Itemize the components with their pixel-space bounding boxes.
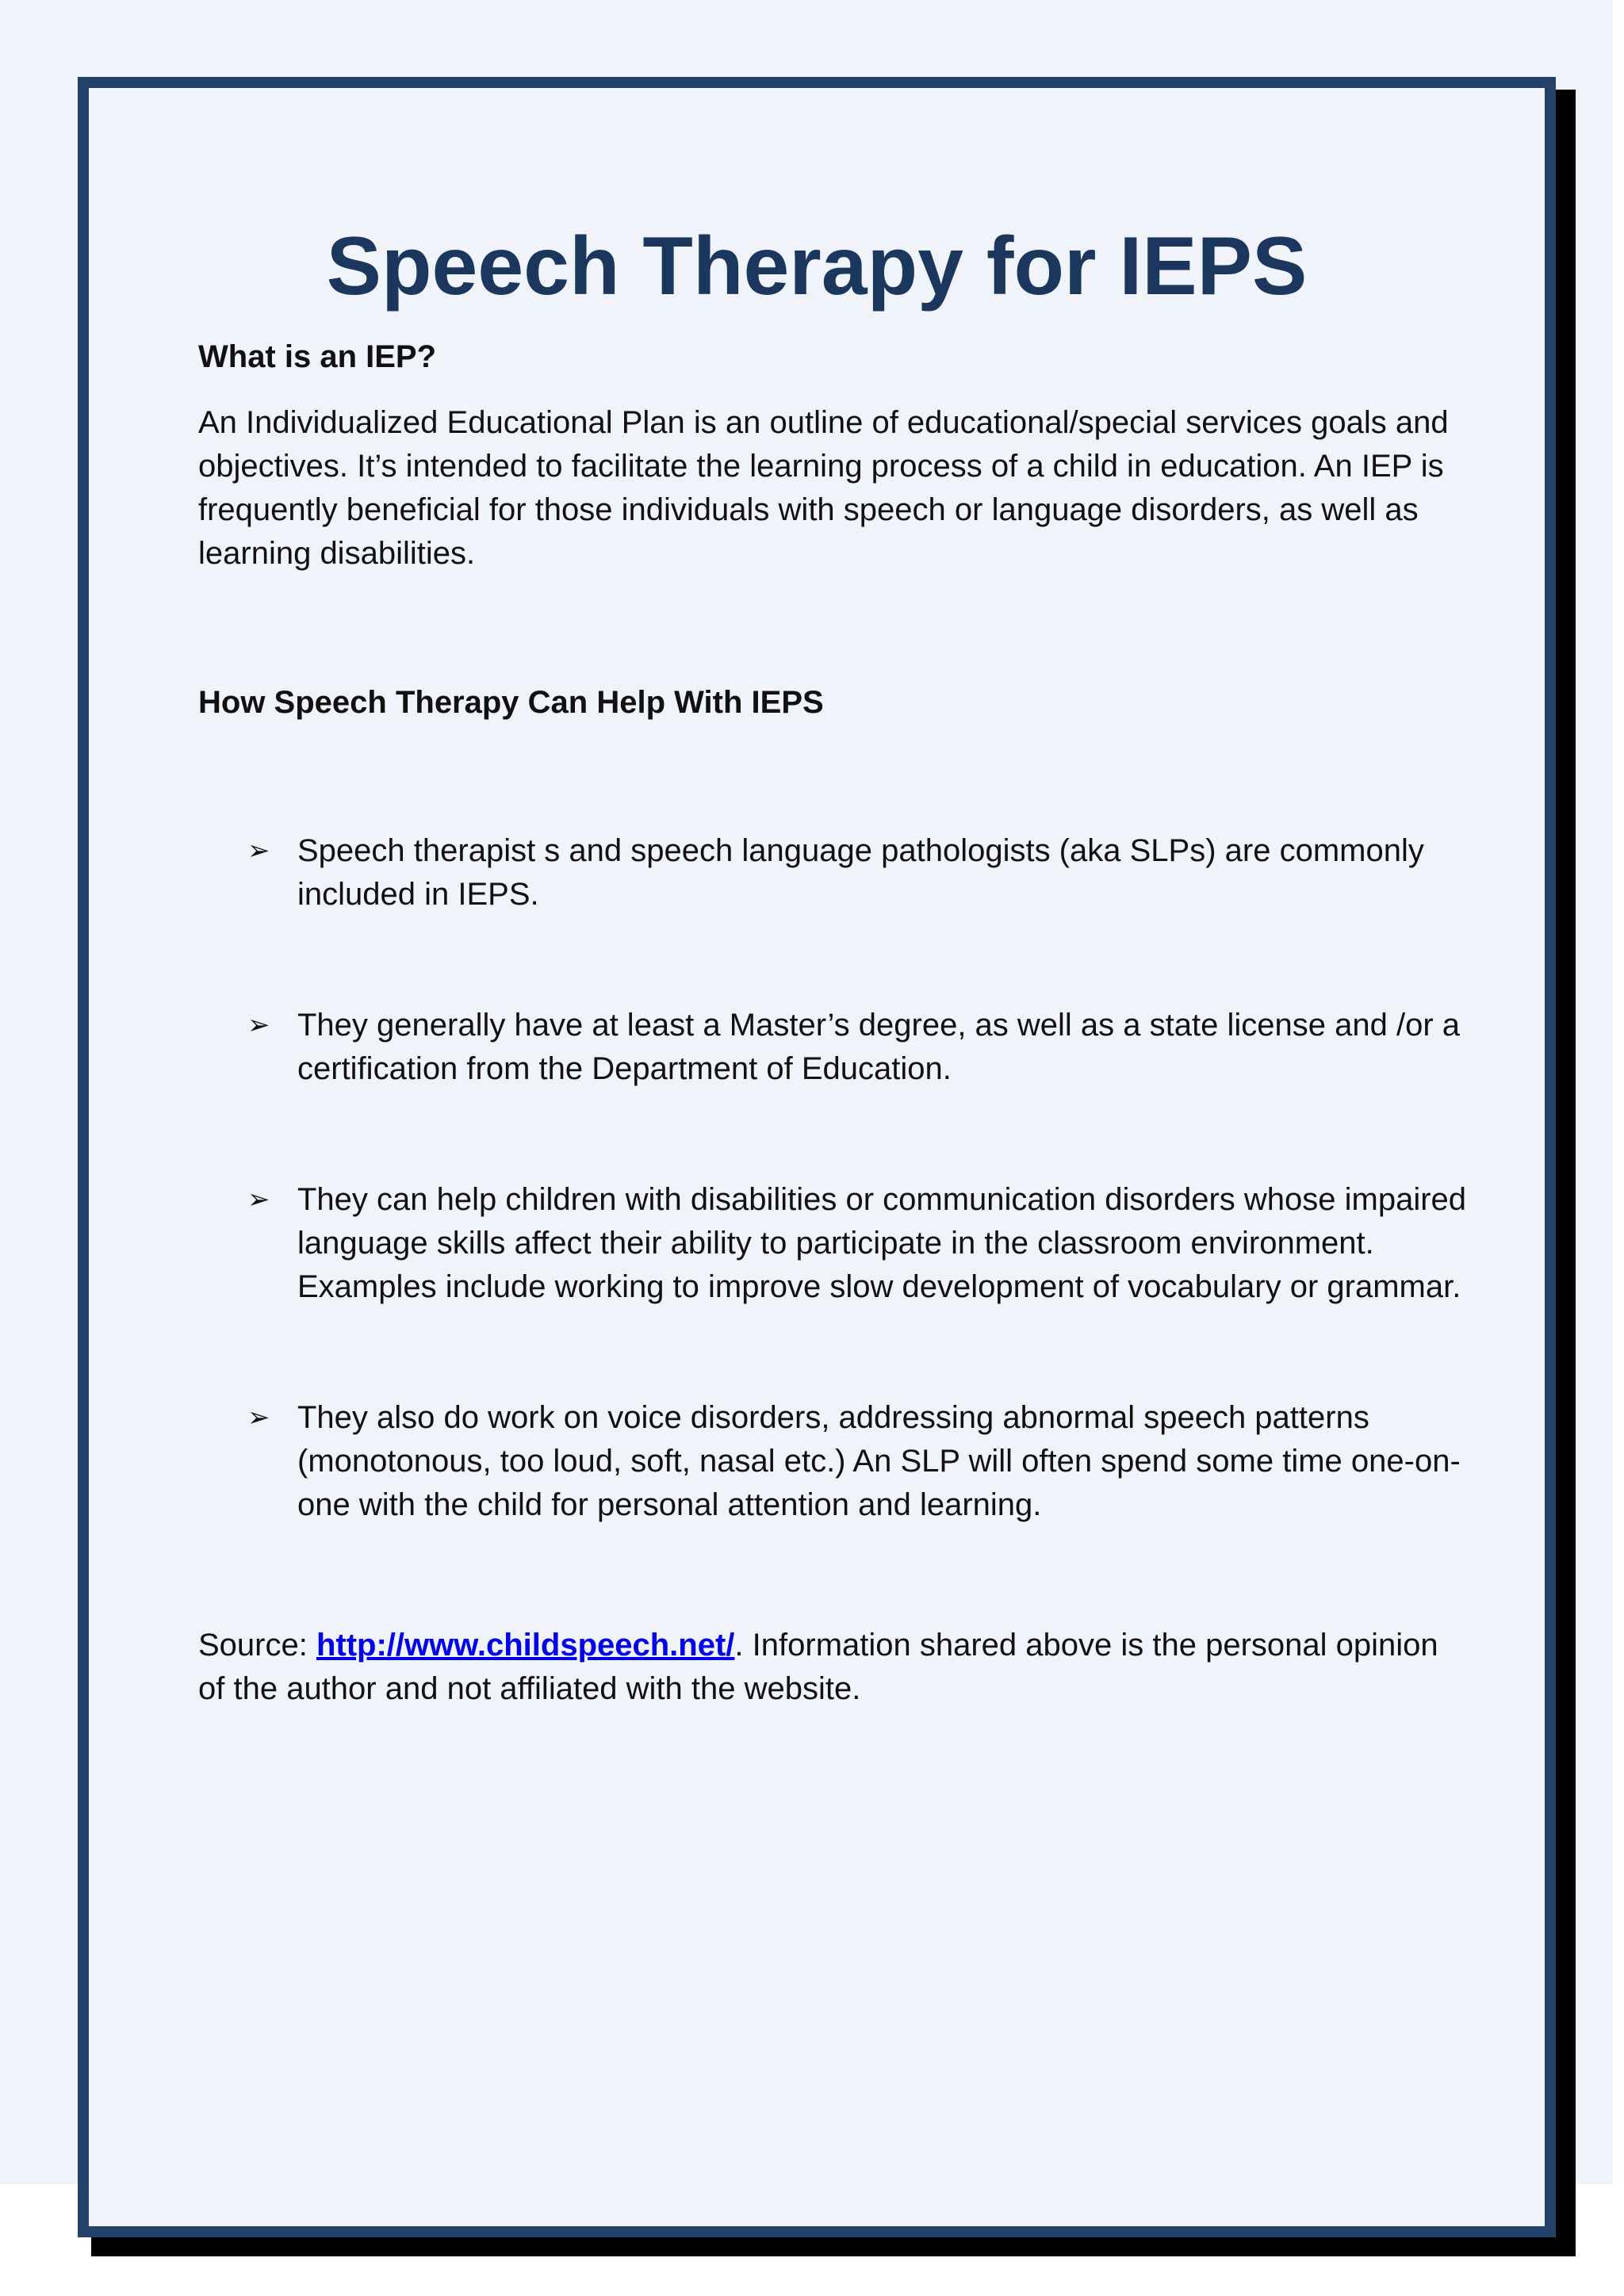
list-item-text: They generally have at least a Master’s degree, as well as a state license and /or a certification from the Department of Education.	[297, 1008, 1460, 1086]
list-item-text: They can help children with disabilities or communication disorders whose impaired language skills affect their ability to participate in the classroom environment. Examples include working to improve slow development of vocabulary or grammar.	[297, 1182, 1467, 1304]
page-title: Speech Therapy for IEPS	[326, 220, 1308, 312]
list-item	[198, 1004, 1467, 1091]
list-item	[198, 829, 1467, 916]
arrowhead-bullet-icon: ➢	[247, 1009, 270, 1041]
list-item-text: Speech therapist s and speech language pathologists (aka SLPs) are commonly included in IEPS.	[297, 833, 1424, 912]
arrowhead-bullet-icon: ➢	[247, 1402, 270, 1433]
list-item	[198, 1178, 1467, 1309]
section-heading-how-speech-therapy-helps: How Speech Therapy Can Help With IEPS	[198, 685, 824, 720]
source-label: Source:	[198, 1628, 316, 1663]
section-paragraph-what-is-iep: An Individualized Educational Plan is an outline of educational/special services goals and objectives. It’s intended to facilitate the learning process of a child in education. An IEP is frequently beneficial for those individuals with speech or language disorders, as well as learning disabilities.	[198, 405, 1449, 571]
bullet-list	[198, 829, 1467, 1527]
arrowhead-bullet-icon: ➢	[247, 835, 270, 867]
section-heading-what-is-iep: What is an IEP?	[198, 339, 437, 374]
list-item-text: They also do work on voice disorders, addressing abnormal speech patterns (monotonous, too loud, soft, nasal etc.) An SLP will often spend some time one-on-one with the child for personal attention and learning.	[297, 1400, 1461, 1522]
source-disclaimer: . Information shared above is the personal opinion of the author and not affiliated with the website.	[198, 1628, 1438, 1706]
arrowhead-bullet-icon: ➢	[247, 1184, 270, 1215]
source-link[interactable]: http://www.childspeech.net/	[316, 1628, 735, 1663]
list-item	[198, 1396, 1467, 1527]
document-content	[198, 331, 1467, 1711]
source-note	[198, 1624, 1467, 1711]
